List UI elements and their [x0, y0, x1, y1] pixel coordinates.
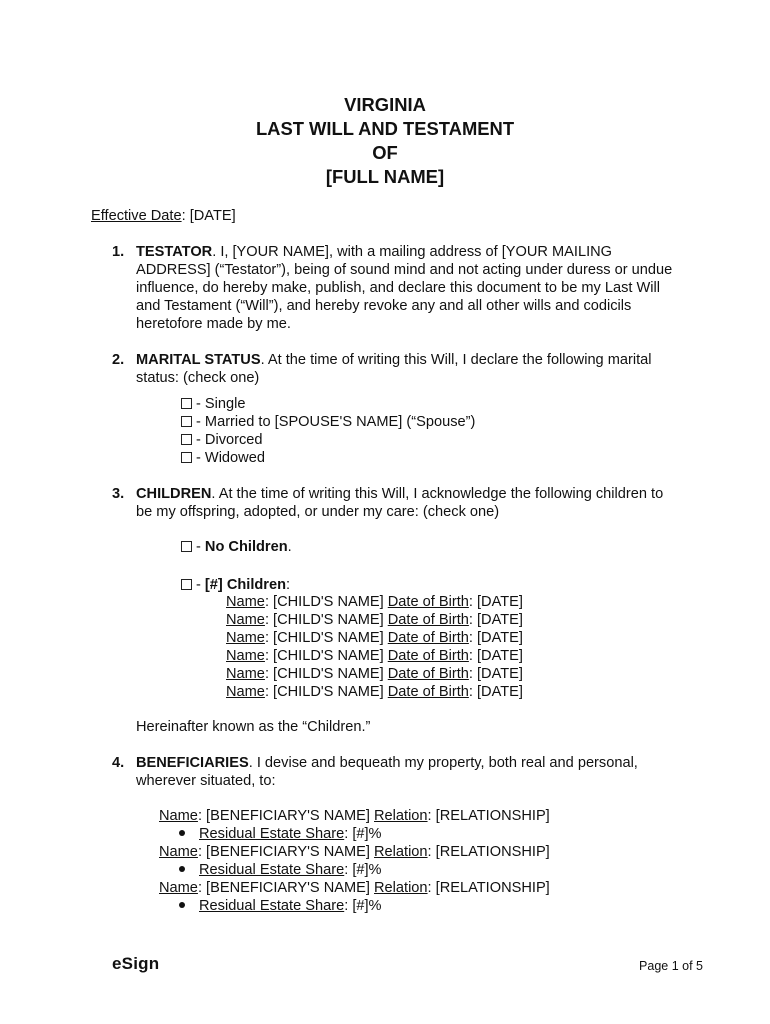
children-option-count[interactable]: - [#] Children: — [181, 576, 290, 594]
title-full-name: [FULL NAME] — [325, 166, 445, 187]
marital-option-married[interactable] — [181, 413, 475, 431]
section-heading: MARITAL STATUS — [136, 352, 261, 368]
section-text: . At the time of writing this Will, I declare the following marital status: (check one) — [136, 352, 652, 386]
checkbox-icon[interactable] — [181, 541, 192, 552]
beneficiary-share: Residual Estate Share: [#]% — [159, 825, 550, 843]
section-number: 3. — [112, 486, 125, 502]
page-number: Page 1 of 5 — [639, 959, 703, 973]
checkbox-icon[interactable] — [181, 398, 192, 409]
bullet-icon — [179, 830, 185, 836]
option-label: - Married to [SPOUSE'S NAME] (“Spouse”) — [196, 414, 476, 430]
checkbox-icon[interactable] — [181, 579, 192, 590]
beneficiary-row: Name: [BENEFICIARY'S NAME] Relation: [RELATIONSHIP] — [159, 844, 550, 860]
checkbox-icon[interactable] — [181, 452, 192, 463]
effective-date-value: : [DATE] — [181, 208, 236, 224]
checkbox-icon[interactable] — [181, 416, 192, 427]
section-heading: TESTATOR — [136, 244, 213, 260]
child-row: Name: [CHILD'S NAME] Date of Birth: [DATE] — [226, 594, 523, 610]
title-doc-type: LAST WILL AND TESTAMENT — [255, 118, 515, 139]
esign-logo: eSign — [112, 954, 160, 973]
child-row: Name: [CHILD'S NAME] Date of Birth: [DATE] — [226, 629, 523, 646]
children-list — [226, 594, 523, 701]
option-label: - Divorced — [196, 432, 263, 448]
option-label: - Widowed — [196, 450, 265, 466]
bullet-icon — [179, 902, 185, 908]
section-number: 4. — [112, 755, 125, 771]
effective-date — [91, 207, 236, 225]
beneficiary-list — [159, 807, 550, 915]
section-testator — [112, 243, 677, 333]
section-heading: BENEFICIARIES — [136, 755, 249, 771]
beneficiary-share: Residual Estate Share: [#]% — [159, 861, 550, 879]
child-row: Name: [CHILD'S NAME] Date of Birth: [DATE] — [226, 683, 523, 700]
section-marital-status — [112, 351, 677, 387]
marital-option-widowed[interactable] — [181, 449, 475, 467]
effective-date-label: Effective Date — [91, 208, 182, 224]
section-children — [112, 485, 677, 521]
children-count-label: [#] Children — [204, 577, 286, 593]
section-beneficiaries — [112, 754, 677, 790]
children-hereinafter: Hereinafter known as the “Children.” — [136, 719, 371, 735]
title-of: OF — [372, 142, 398, 163]
beneficiary-share: Residual Estate Share: [#]% — [159, 897, 550, 915]
section-heading: CHILDREN — [136, 486, 212, 502]
section-text: . I devise and bequeath my property, both real and personal, wherever situated, to: — [136, 755, 638, 789]
section-number: 2. — [112, 352, 125, 368]
section-text: . At the time of writing this Will, I acknowledge the following children to be my offspring, adopted, or under my care: (check one) — [136, 486, 664, 520]
document-title — [0, 93, 770, 189]
marital-option-single[interactable] — [181, 395, 475, 413]
no-children-label: No Children — [204, 539, 288, 555]
marital-option-divorced[interactable] — [181, 431, 475, 449]
child-row: Name: [CHILD'S NAME] Date of Birth: [DATE] — [226, 611, 523, 628]
title-state: VIRGINIA — [344, 94, 426, 115]
section-text: . I, [YOUR NAME], with a mailing address of [YOUR MAILING ADDRESS] (“Testator”), being of sound mind and not acting under duress or undue influence, do hereby make, publish, and declare this document to be my Last Will and Testament (“Will”), and hereby revoke any and all other wills and codicils heretofore made by me. — [136, 244, 673, 332]
child-row: Name: [CHILD'S NAME] Date of Birth: [DATE] — [226, 647, 523, 664]
children-option-none[interactable]: - No Children. — [181, 538, 292, 556]
bullet-icon — [179, 866, 185, 872]
section-number: 1. — [112, 244, 125, 260]
option-label: - Single — [196, 396, 246, 412]
checkbox-icon[interactable] — [181, 434, 192, 445]
child-row: Name: [CHILD'S NAME] Date of Birth: [DATE] — [226, 665, 523, 682]
marital-options — [181, 395, 475, 467]
beneficiary-row: Name: [BENEFICIARY'S NAME] Relation: [RELATIONSHIP] — [159, 808, 550, 824]
beneficiary-row: Name: [BENEFICIARY'S NAME] Relation: [RELATIONSHIP] — [159, 880, 550, 896]
